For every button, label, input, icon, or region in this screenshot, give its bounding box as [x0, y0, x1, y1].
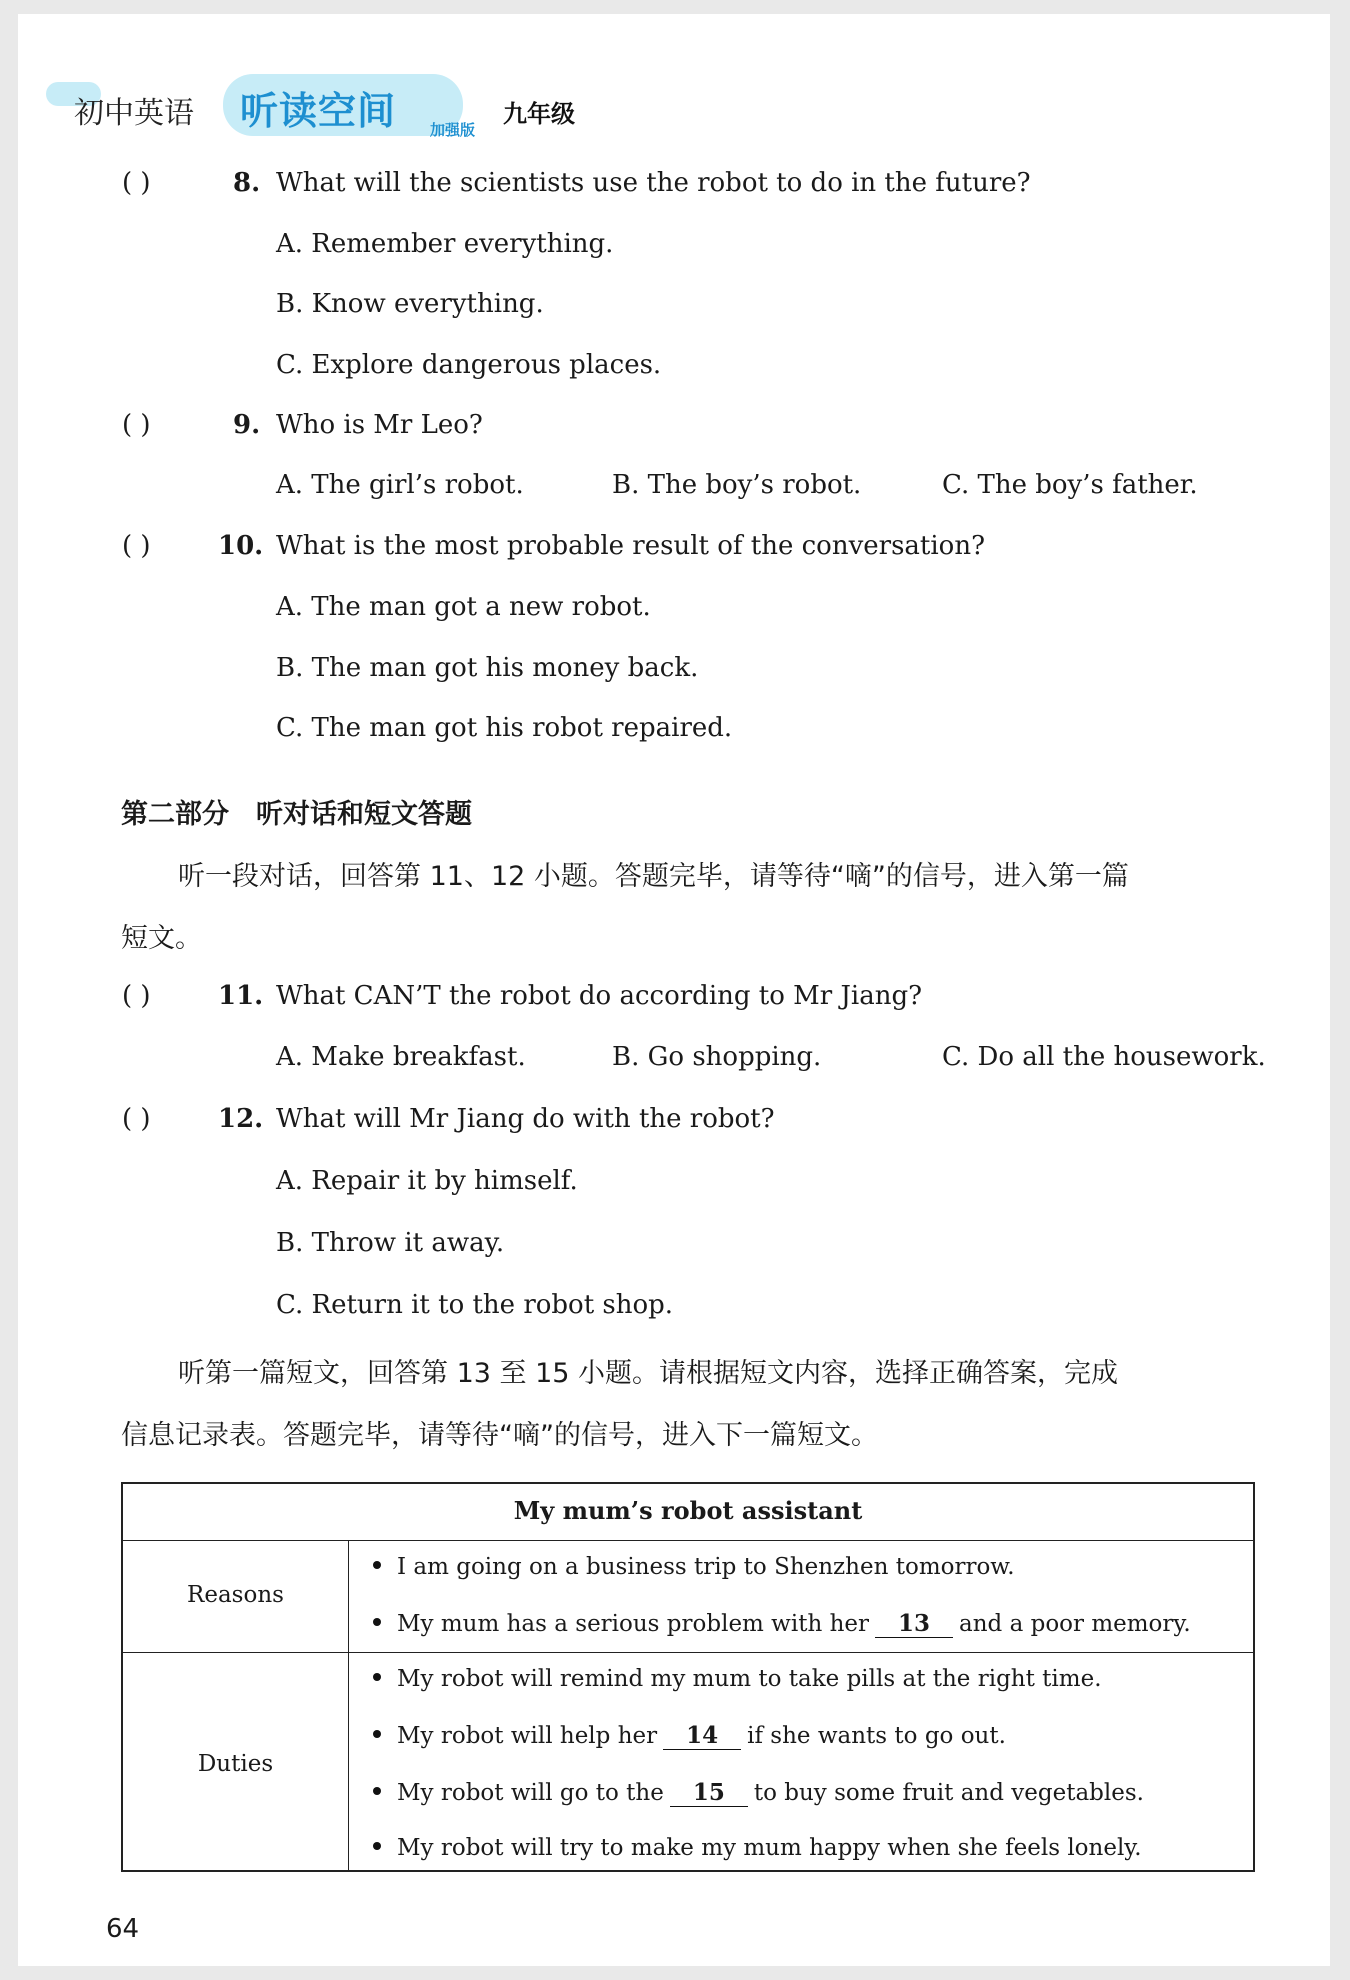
reason-item: I am going on a business trip to Shenzhen tomorrow.: [373, 1554, 1015, 1580]
q9-option-c: C. The boy’s father.: [942, 470, 1198, 500]
question-text-12: What will Mr Jiang do with the robot?: [276, 1104, 775, 1134]
bullet-icon: [373, 1561, 381, 1569]
q11-option-c: C. Do all the housework.: [942, 1042, 1266, 1072]
question-number-10: 10.: [218, 531, 264, 561]
row-label-reasons: Reasons: [187, 1582, 284, 1608]
table-title: My mum’s robot assistant: [513, 1496, 863, 1525]
info-record-table: [121, 1482, 1255, 1872]
table-divider-title: [123, 1540, 1253, 1541]
q9-option-a: A. The girl’s robot.: [276, 470, 524, 500]
q10-option-a: A. The man got a new robot.: [276, 592, 651, 622]
q9-option-b: B. The boy’s robot.: [612, 470, 862, 500]
q10-option-b: B. The man got his money back.: [276, 653, 699, 683]
instruction-2-line-1: 听第一篇短文，回答第 13 至 15 小题。请根据短文内容，选择正确答案，完成: [178, 1358, 1119, 1389]
q11-option-b: B. Go shopping.: [612, 1042, 822, 1072]
bullet-icon: [373, 1842, 381, 1850]
duty-item: My robot will remind my mum to take pills at the right time.: [373, 1666, 1102, 1692]
question-number-9: 9.: [233, 410, 261, 440]
answer-paren-12: ( ): [122, 1104, 151, 1134]
blank-13[interactable]: 13: [875, 1610, 953, 1638]
q12-option-c: C. Return it to the robot shop.: [276, 1290, 674, 1320]
question-number-11: 11.: [218, 981, 264, 1011]
bullet-icon: [373, 1730, 381, 1738]
table-divider-column: [348, 1540, 349, 1870]
header-edition: 加强版: [430, 121, 476, 139]
header-brand-name: 听读空间: [240, 89, 397, 133]
answer-paren-9: ( ): [122, 410, 151, 440]
row-label-duties: Duties: [197, 1751, 274, 1777]
bullet-icon: [373, 1787, 381, 1795]
q12-option-b: B. Throw it away.: [276, 1228, 505, 1258]
question-text-8: What will the scientists use the robot to do in the future?: [276, 168, 1031, 198]
duty-item: My robot will go to the 15 to buy some fruit and vegetables.: [373, 1779, 1144, 1807]
question-text-11: What CAN’T the robot do according to Mr Jiang?: [276, 981, 923, 1011]
reason-item: My mum has a serious problem with her 13 and a poor memory.: [373, 1610, 1191, 1638]
q8-option-a: A. Remember everything.: [276, 229, 614, 259]
answer-paren-10: ( ): [122, 531, 151, 561]
bullet-icon: [373, 1673, 381, 1681]
q10-option-c: C. The man got his robot repaired.: [276, 713, 733, 743]
question-number-12: 12.: [218, 1104, 264, 1134]
header-series-title: 初中英语: [74, 96, 194, 131]
q8-option-c: C. Explore dangerous places.: [276, 350, 662, 380]
table-divider-rows: [123, 1652, 1253, 1653]
answer-paren-8: ( ): [122, 168, 151, 198]
q12-option-a: A. Repair it by himself.: [276, 1166, 578, 1196]
instruction-1-line-2: 短文。: [121, 923, 202, 954]
section-heading: 第二部分 听对话和短文答题: [121, 799, 472, 830]
question-number-8: 8.: [233, 168, 261, 198]
header-grade: 九年级: [503, 100, 575, 128]
duty-item: My robot will try to make my mum happy when she feels lonely.: [373, 1835, 1142, 1861]
question-text-10: What is the most probable result of the conversation?: [276, 531, 986, 561]
q11-option-a: A. Make breakfast.: [276, 1042, 526, 1072]
instruction-1-line-1: 听一段对话，回答第 11、12 小题。答题完毕，请等待“嘀”的信号，进入第一篇: [178, 861, 1129, 892]
blank-15[interactable]: 15: [670, 1779, 748, 1807]
q8-option-b: B. Know everything.: [276, 289, 544, 319]
bullet-icon: [373, 1618, 381, 1626]
instruction-2-line-2: 信息记录表。答题完毕，请等待“嘀”的信号，进入下一篇短文。: [121, 1420, 878, 1451]
blank-14[interactable]: 14: [663, 1722, 741, 1750]
question-text-9: Who is Mr Leo?: [276, 410, 483, 440]
workbook-page: [18, 14, 1330, 1966]
answer-paren-11: ( ): [122, 981, 151, 1011]
page-number: 64: [106, 1914, 140, 1944]
duty-item: My robot will help her 14 if she wants to go out.: [373, 1722, 1006, 1750]
